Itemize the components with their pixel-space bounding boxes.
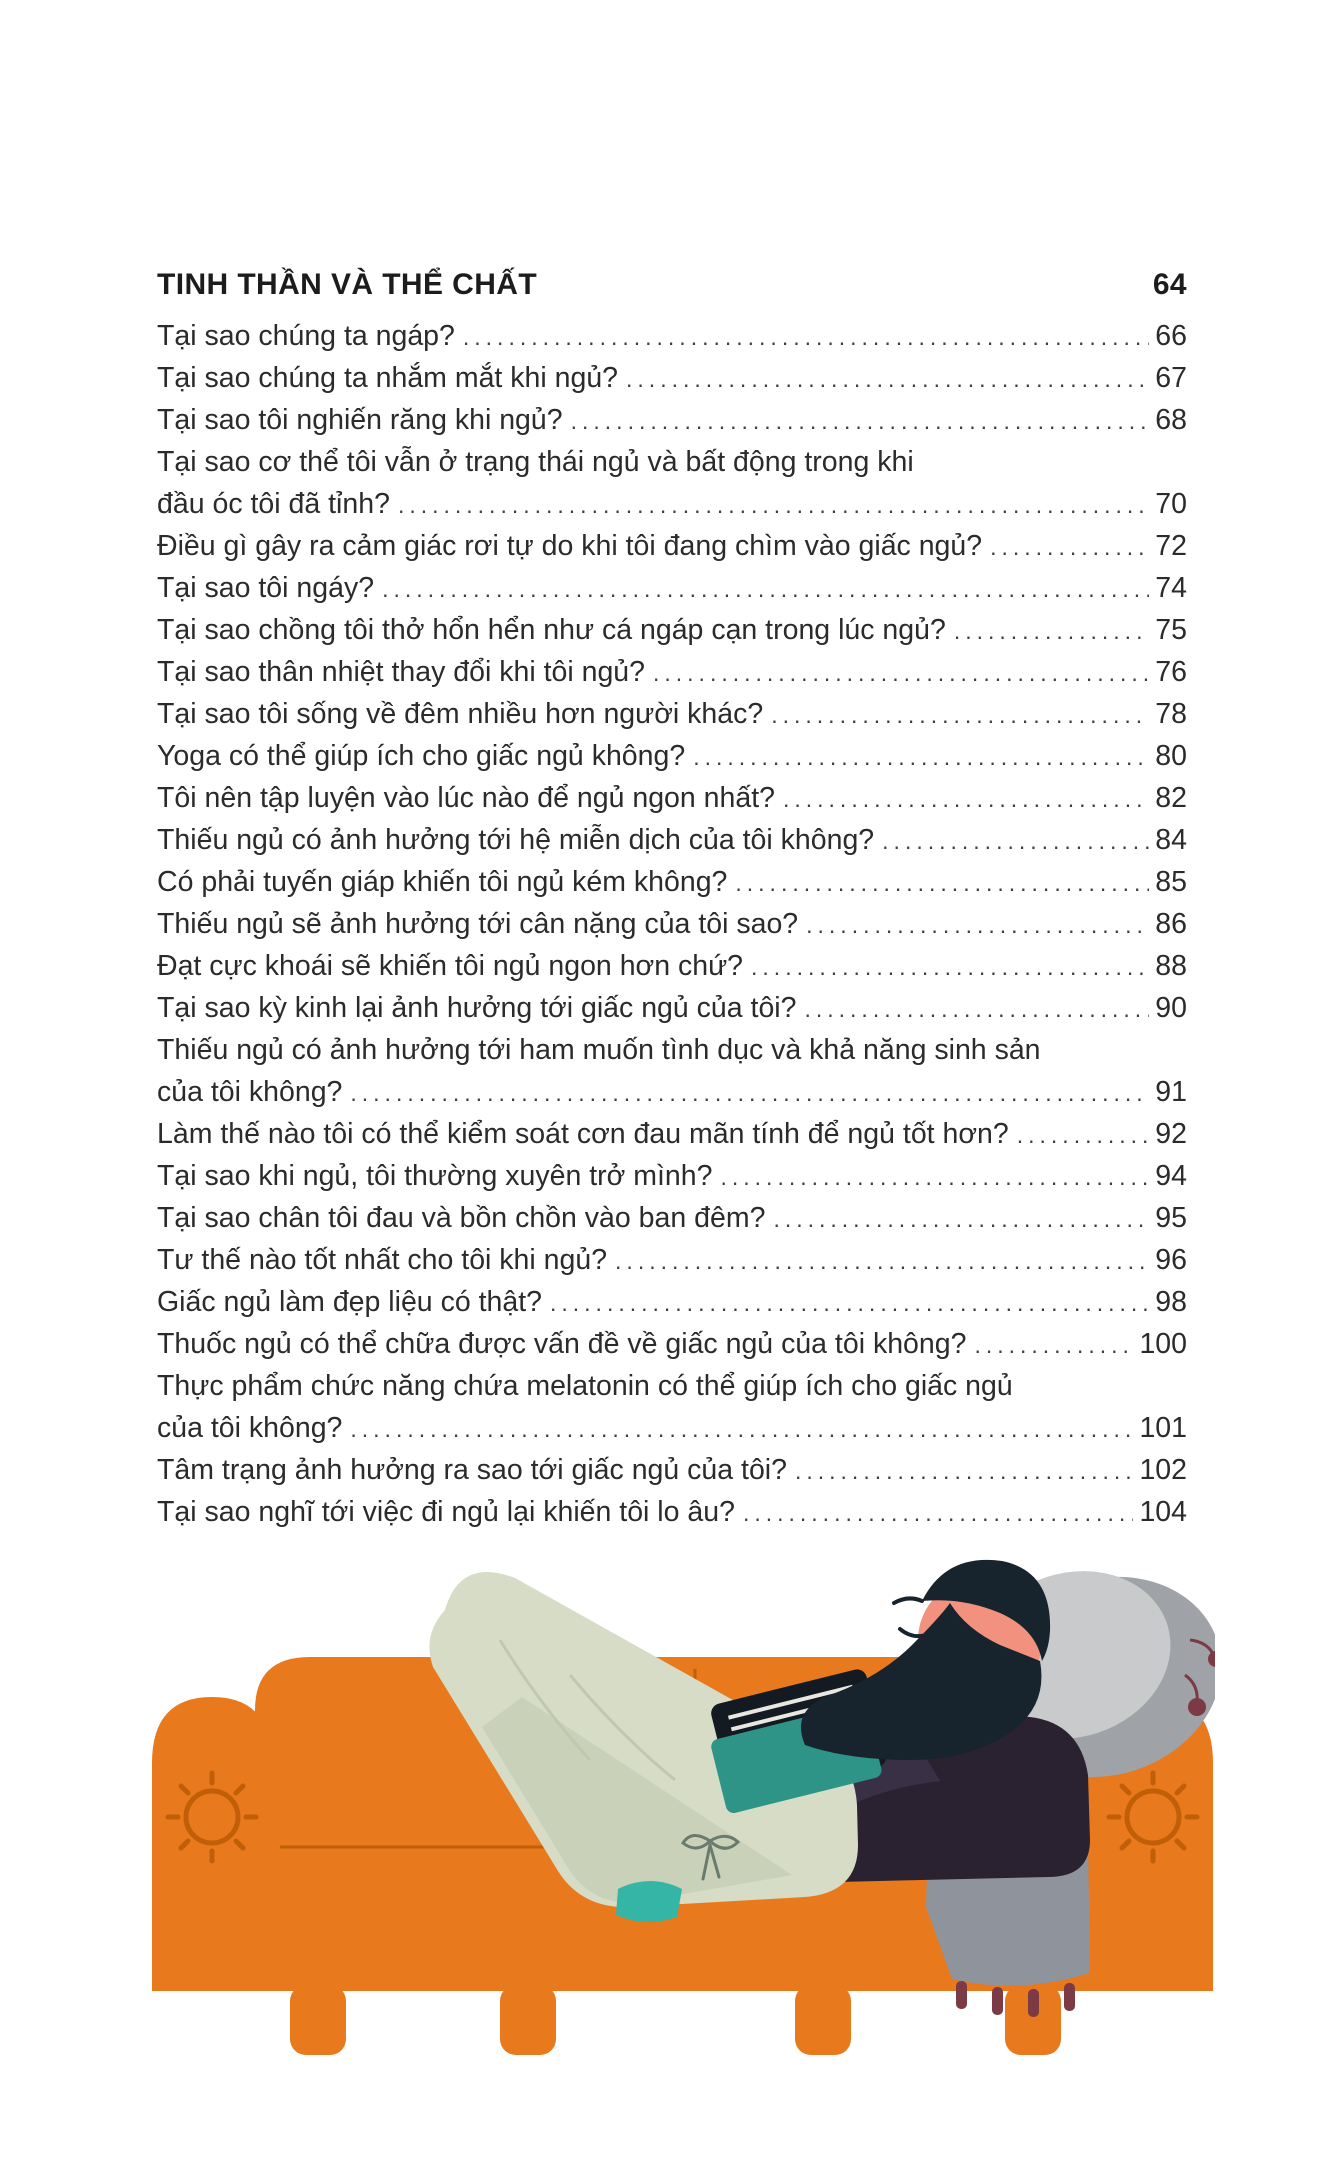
toc-entry-text: Tại sao chân tôi đau và bồn chồn vào ban đêm? [157,1202,766,1234]
toc-dot-leader [743,1500,1133,1527]
toc-row [157,1454,1187,1496]
toc-row [157,1412,1187,1454]
toc-entry-text: Tại sao chúng ta ngáp? [157,320,455,352]
toc-row [157,740,1187,782]
toc-entry-page: 84 [1155,824,1187,856]
toc-entry-text: Điều gì gây ra cảm giác rơi tự do khi tôi đang chìm vào giấc ngủ? [157,530,983,562]
toc-entry-text: Tại sao nghĩ tới việc đi ngủ lại khiến tôi lo âu? [157,1496,735,1528]
toc-entry-text: Tư thế nào tốt nhất cho tôi khi ngủ? [157,1244,608,1276]
toc-dot-leader [882,828,1149,855]
toc-entry-page: 66 [1155,320,1187,352]
toc-entry-page: 88 [1155,950,1187,982]
toc-row [157,698,1187,740]
sleeping-man-couch-illustration [150,1545,1215,2065]
toc-entry-text: Tại sao khi ngủ, tôi thường xuyên trở mình? [157,1160,713,1192]
toc-section-header [157,268,1187,314]
toc-row [157,1244,1187,1286]
toc-dot-leader [1017,1122,1150,1149]
toc-dot-leader [751,954,1149,981]
toc-entry-text: Tại sao chồng tôi thở hổn hển như cá ngáp cạn trong lúc ngủ? [157,614,946,646]
toc-entry-text: Thuốc ngủ có thể chữa được vấn đề về giấc ngủ của tôi không? [157,1328,967,1360]
toc-dot-leader [653,660,1149,687]
toc-row [157,824,1187,866]
toc-row [157,404,1187,446]
toc-entry-text: Giấc ngủ làm đẹp liệu có thật? [157,1286,542,1318]
toc-row [157,1202,1187,1244]
toc-row [157,1160,1187,1202]
toc-dot-leader [954,618,1149,645]
toc-entry-text: của tôi không? [157,1076,343,1108]
toc-dot-leader [771,702,1149,729]
toc-entry-text: Làm thế nào tôi có thể kiểm soát cơn đau mãn tính để ngủ tốt hơn? [157,1118,1009,1150]
toc-row [157,1328,1187,1370]
toc-entry-page: 70 [1155,488,1187,520]
toc-entry-text: Tại sao tôi sống về đêm nhiều hơn người khác? [157,698,764,730]
toc-entry-page: 101 [1139,1412,1187,1444]
toc-entry-page: 80 [1155,740,1187,772]
toc-dot-leader [350,1416,1133,1443]
toc-row [157,866,1187,908]
toc-entry-page: 74 [1155,572,1187,604]
toc-row [157,1118,1187,1160]
toc-dot-leader [773,1206,1149,1233]
toc-row [157,320,1187,362]
toc-entry-page: 67 [1155,362,1187,394]
toc-entry-text: Tại sao tôi ngáy? [157,572,375,604]
toc-entry-page: 90 [1155,992,1187,1024]
toc-entry-page: 102 [1139,1454,1187,1486]
toc-row [157,992,1187,1034]
toc-entry-text: Có phải tuyến giáp khiến tôi ngủ kém không? [157,866,728,898]
toc-row [157,572,1187,614]
toc-section-title: TINH THẦN VÀ THỂ CHẤT [157,268,538,301]
toc-entry-page: 91 [1155,1076,1187,1108]
toc-entry-page: 85 [1155,866,1187,898]
toc-row [157,530,1187,572]
toc-entry-page: 92 [1155,1118,1187,1150]
toc-dot-leader [398,492,1149,519]
toc-dot-leader [974,1332,1133,1359]
toc-entry-page: 98 [1155,1286,1187,1318]
toc-dot-leader [626,366,1149,393]
toc-entry-page: 82 [1155,782,1187,814]
toc-entry-page: 94 [1155,1160,1187,1192]
toc-entry-page: 75 [1155,614,1187,646]
toc-row [157,1286,1187,1328]
toc-dot-leader [382,576,1149,603]
toc-entry-page: 96 [1155,1244,1187,1276]
toc-entry-text: Tại sao chúng ta nhắm mắt khi ngủ? [157,362,619,394]
toc-entry-text: Thiếu ngủ sẽ ảnh hưởng tới cân nặng của tôi sao? [157,908,799,940]
toc-row [157,1370,1187,1412]
toc-entry-text: Thiếu ngủ có ảnh hưởng tới ham muốn tình dục và khả năng sinh sản [157,1034,1041,1066]
toc-entry-page: 86 [1155,908,1187,940]
toc-dot-leader [990,534,1149,561]
table-of-contents [157,268,1187,1538]
toc-row [157,656,1187,698]
toc-row [157,488,1187,530]
toc-entry-text: Đạt cực khoái sẽ khiến tôi ngủ ngon hơn chứ? [157,950,744,982]
toc-row [157,1496,1187,1538]
toc-entry-page: 78 [1155,698,1187,730]
toc-row [157,362,1187,404]
toc-row [157,614,1187,656]
toc-entry-text: Tâm trạng ảnh hưởng ra sao tới giấc ngủ của tôi? [157,1454,787,1486]
toc-dot-leader [615,1248,1149,1275]
toc-row [157,1034,1187,1076]
toc-entry-page: 104 [1139,1496,1187,1528]
toc-entry-page: 68 [1155,404,1187,436]
toc-entry-text: Yoga có thể giúp ích cho giấc ngủ không? [157,740,686,772]
toc-entry-page: 100 [1139,1328,1187,1360]
toc-dot-leader [735,870,1149,897]
toc-row [157,950,1187,992]
toc-entry-text: Tại sao tôi nghiến răng khi ngủ? [157,404,563,436]
toc-dot-leader [571,408,1150,435]
toc-entry-page: 72 [1155,530,1187,562]
toc-row [157,782,1187,824]
toc-entry-page: 76 [1155,656,1187,688]
toc-dot-leader [806,912,1149,939]
toc-section-page: 64 [1152,268,1187,301]
toc-dot-leader [804,996,1149,1023]
toc-dot-leader [463,324,1149,351]
toc-dot-leader [783,786,1149,813]
toc-entry-text: đầu óc tôi đã tỉnh? [157,488,390,520]
toc-row [157,1076,1187,1118]
couch-legs [290,1985,1061,2055]
toc-dot-leader [795,1458,1133,1485]
toc-list [157,320,1187,1538]
toc-entry-page: 95 [1155,1202,1187,1234]
toc-entry-text: Tại sao cơ thể tôi vẫn ở trạng thái ngủ và bất động trong khi [157,446,914,478]
toc-dot-leader [350,1080,1149,1107]
toc-entry-text: của tôi không? [157,1412,343,1444]
toc-entry-text: Thực phẩm chức năng chứa melatonin có thể giúp ích cho giấc ngủ [157,1370,1013,1402]
toc-dot-leader [721,1164,1150,1191]
toc-entry-text: Tôi nên tập luyện vào lúc nào để ngủ ngon nhất? [157,782,775,814]
toc-entry-text: Tại sao thân nhiệt thay đổi khi tôi ngủ? [157,656,645,688]
toc-row [157,446,1187,488]
toc-dot-leader [693,744,1149,771]
toc-entry-text: Tại sao kỳ kinh lại ảnh hưởng tới giấc ngủ của tôi? [157,992,797,1024]
toc-entry-text: Thiếu ngủ có ảnh hưởng tới hệ miễn dịch của tôi không? [157,824,875,856]
toc-row [157,908,1187,950]
toc-dot-leader [550,1290,1149,1317]
